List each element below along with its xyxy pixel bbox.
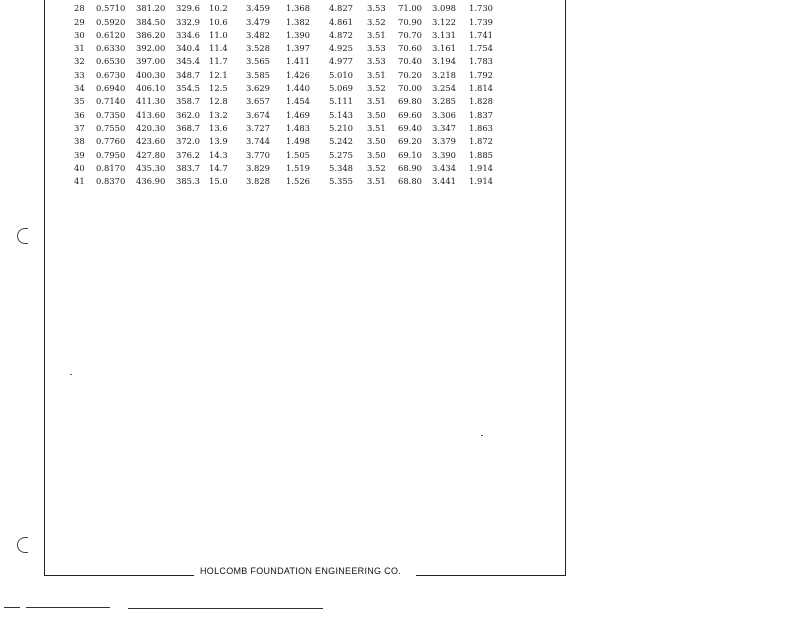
table-cell: 397.00 <box>136 56 166 67</box>
table-cell: 5.355 <box>329 176 353 187</box>
table-cell: 386.20 <box>136 29 166 40</box>
table-cell: 3.50 <box>367 136 386 147</box>
table-cell: 3.53 <box>367 3 386 14</box>
table-cell: 3.744 <box>246 136 270 147</box>
table-cell: 1.519 <box>286 162 310 173</box>
table-cell: 1.783 <box>469 56 493 67</box>
table-cell: 0.6940 <box>96 83 126 94</box>
scan-edge-line <box>128 608 323 609</box>
table-cell: 70.00 <box>398 83 422 94</box>
table-cell: 1.426 <box>286 69 310 80</box>
table-cell: 362.0 <box>176 109 200 120</box>
table-cell: 384.50 <box>136 16 166 27</box>
table-cell: 3.629 <box>246 83 270 94</box>
table-cell: 69.40 <box>398 122 422 133</box>
table-cell: 1.390 <box>286 29 310 40</box>
table-cell: 3.51 <box>367 176 386 187</box>
table-cell: 1.411 <box>286 56 310 67</box>
table-cell: 1.498 <box>286 136 310 147</box>
table-cell: 32 <box>74 56 85 67</box>
company-footer: HOLCOMB FOUNDATION ENGINEERING CO. <box>200 566 402 576</box>
table-cell: 12.8 <box>209 96 228 107</box>
table-cell: 3.479 <box>246 16 270 27</box>
table-cell: 0.6330 <box>96 43 126 54</box>
frame-bottom-rule-right <box>416 575 566 576</box>
table-cell: 3.51 <box>367 96 386 107</box>
table-cell: 10.2 <box>209 3 228 14</box>
table-cell: 14.7 <box>209 162 228 173</box>
table-cell: 13.9 <box>209 136 228 147</box>
table-cell: 38 <box>74 136 85 147</box>
table-cell: 1.454 <box>286 96 310 107</box>
table-cell: 1.837 <box>469 109 493 120</box>
table-cell: 5.242 <box>329 136 353 147</box>
table-cell: 33 <box>74 69 85 80</box>
table-cell: 3.441 <box>432 176 456 187</box>
table-cell: 70.40 <box>398 56 422 67</box>
table-cell: 383.7 <box>176 162 200 173</box>
table-cell: 0.7760 <box>96 136 126 147</box>
table-cell: 0.8370 <box>96 176 126 187</box>
table-cell: 35 <box>74 96 85 107</box>
table-cell: 3.434 <box>432 162 456 173</box>
table-cell: 11.4 <box>209 43 228 54</box>
table-cell: 0.5710 <box>96 3 126 14</box>
table-cell: 3.53 <box>367 43 386 54</box>
table-cell: 3.565 <box>246 56 270 67</box>
table-cell: 376.2 <box>176 149 200 160</box>
table-cell: 40 <box>74 162 85 173</box>
table-cell: 1.730 <box>469 3 493 14</box>
table-cell: 3.727 <box>246 122 270 133</box>
table-cell: 368.7 <box>176 122 200 133</box>
table-cell: 69.60 <box>398 109 422 120</box>
table-cell: 420.30 <box>136 122 166 133</box>
table-cell: 423.60 <box>136 136 166 147</box>
table-cell: 392.00 <box>136 43 166 54</box>
table-cell: 4.925 <box>329 43 353 54</box>
table-cell: 39 <box>74 149 85 160</box>
scan-speck <box>70 374 72 375</box>
table-cell: 1.397 <box>286 43 310 54</box>
table-cell: 1.440 <box>286 83 310 94</box>
table-cell: 340.4 <box>176 43 200 54</box>
table-cell: 14.3 <box>209 149 228 160</box>
table-cell: 3.674 <box>246 109 270 120</box>
table-cell: 3.379 <box>432 136 456 147</box>
table-cell: 11.0 <box>209 29 228 40</box>
table-cell: 400.30 <box>136 69 166 80</box>
table-cell: 4.872 <box>329 29 353 40</box>
table-cell: 3.482 <box>246 29 270 40</box>
table-cell: 3.254 <box>432 83 456 94</box>
table-cell: 4.827 <box>329 3 353 14</box>
table-cell: 3.122 <box>432 16 456 27</box>
table-cell: 427.80 <box>136 149 166 160</box>
table-cell: 3.52 <box>367 162 386 173</box>
table-cell: 10.6 <box>209 16 228 27</box>
table-cell: 0.6120 <box>96 29 126 40</box>
table-cell: 1.792 <box>469 69 493 80</box>
table-cell: 41 <box>74 176 85 187</box>
table-cell: 1.885 <box>469 149 493 160</box>
table-cell: 334.6 <box>176 29 200 40</box>
table-cell: 69.10 <box>398 149 422 160</box>
table-cell: 1.368 <box>286 3 310 14</box>
table-cell: 13.6 <box>209 122 228 133</box>
table-cell: 3.585 <box>246 69 270 80</box>
table-cell: 5.275 <box>329 149 353 160</box>
table-cell: 3.829 <box>246 162 270 173</box>
table-cell: 411.30 <box>136 96 166 107</box>
table-cell: 3.828 <box>246 176 270 187</box>
table-cell: 345.4 <box>176 56 200 67</box>
table-cell: 69.80 <box>398 96 422 107</box>
table-cell: 3.657 <box>246 96 270 107</box>
table-cell: 3.098 <box>432 3 456 14</box>
table-cell: 4.977 <box>329 56 353 67</box>
table-cell: 3.770 <box>246 149 270 160</box>
table-cell: 3.194 <box>432 56 456 67</box>
table-cell: 0.7140 <box>96 96 126 107</box>
table-cell: 0.5920 <box>96 16 126 27</box>
table-cell: 5.143 <box>329 109 353 120</box>
table-cell: 1.739 <box>469 16 493 27</box>
table-cell: 12.1 <box>209 69 228 80</box>
table-cell: 3.347 <box>432 122 456 133</box>
table-cell: 1.872 <box>469 136 493 147</box>
table-cell: 354.5 <box>176 83 200 94</box>
table-cell: 1.483 <box>286 122 310 133</box>
scan-speck <box>481 435 483 436</box>
table-cell: 29 <box>74 16 85 27</box>
table-cell: 30 <box>74 29 85 40</box>
table-cell: 0.6730 <box>96 69 126 80</box>
table-cell: 3.50 <box>367 149 386 160</box>
table-cell: 37 <box>74 122 85 133</box>
table-cell: 1.814 <box>469 83 493 94</box>
binder-hole-bottom <box>17 537 28 553</box>
table-cell: 3.131 <box>432 29 456 40</box>
table-cell: 406.10 <box>136 83 166 94</box>
table-cell: 68.90 <box>398 162 422 173</box>
table-cell: 15.0 <box>209 176 228 187</box>
table-cell: 3.528 <box>246 43 270 54</box>
table-cell: 3.50 <box>367 109 386 120</box>
table-cell: 13.2 <box>209 109 228 120</box>
table-cell: 69.20 <box>398 136 422 147</box>
table-cell: 5.069 <box>329 83 353 94</box>
table-cell: 12.5 <box>209 83 228 94</box>
table-cell: 3.285 <box>432 96 456 107</box>
table-cell: 381.20 <box>136 3 166 14</box>
table-cell: 0.8170 <box>96 162 126 173</box>
table-cell: 28 <box>74 3 85 14</box>
table-cell: 413.60 <box>136 109 166 120</box>
table-cell: 1.914 <box>469 162 493 173</box>
table-cell: 358.7 <box>176 96 200 107</box>
table-cell: 5.111 <box>329 96 353 107</box>
table-cell: 3.51 <box>367 29 386 40</box>
table-cell: 1.863 <box>469 122 493 133</box>
table-cell: 3.459 <box>246 3 270 14</box>
table-cell: 34 <box>74 83 85 94</box>
table-cell: 0.6530 <box>96 56 126 67</box>
table-cell: 332.9 <box>176 16 200 27</box>
table-cell: 3.52 <box>367 83 386 94</box>
table-cell: 3.218 <box>432 69 456 80</box>
table-cell: 3.161 <box>432 43 456 54</box>
table-cell: 70.60 <box>398 43 422 54</box>
table-cell: 435.30 <box>136 162 166 173</box>
table-cell: 3.390 <box>432 149 456 160</box>
table-cell: 36 <box>74 109 85 120</box>
table-cell: 436.90 <box>136 176 166 187</box>
table-cell: 1.469 <box>286 109 310 120</box>
table-cell: 70.20 <box>398 69 422 80</box>
table-cell: 68.80 <box>398 176 422 187</box>
table-cell: 5.010 <box>329 69 353 80</box>
table-cell: 0.7350 <box>96 109 126 120</box>
table-cell: 329.6 <box>176 3 200 14</box>
table-cell: 372.0 <box>176 136 200 147</box>
scan-edge-line <box>26 607 110 608</box>
table-cell: 385.3 <box>176 176 200 187</box>
table-cell: 71.00 <box>398 3 422 14</box>
table-cell: 0.7550 <box>96 122 126 133</box>
table-cell: 4.861 <box>329 16 353 27</box>
table-cell: 348.7 <box>176 69 200 80</box>
table-cell: 31 <box>74 43 85 54</box>
table-cell: 70.70 <box>398 29 422 40</box>
table-cell: 11.7 <box>209 56 228 67</box>
scan-edge-line <box>4 607 20 608</box>
binder-hole-top <box>17 228 28 244</box>
table-cell: 3.52 <box>367 16 386 27</box>
table-cell: 5.210 <box>329 122 353 133</box>
table-cell: 3.51 <box>367 69 386 80</box>
table-cell: 1.505 <box>286 149 310 160</box>
table-cell: 3.53 <box>367 56 386 67</box>
table-cell: 1.914 <box>469 176 493 187</box>
table-cell: 1.741 <box>469 29 493 40</box>
table-cell: 1.754 <box>469 43 493 54</box>
table-cell: 1.526 <box>286 176 310 187</box>
table-cell: 1.828 <box>469 96 493 107</box>
table-cell: 1.382 <box>286 16 310 27</box>
table-cell: 3.51 <box>367 122 386 133</box>
table-cell: 3.306 <box>432 109 456 120</box>
table-cell: 5.348 <box>329 162 353 173</box>
table-cell: 70.90 <box>398 16 422 27</box>
table-cell: 0.7950 <box>96 149 126 160</box>
frame-bottom-rule-left <box>44 575 194 576</box>
